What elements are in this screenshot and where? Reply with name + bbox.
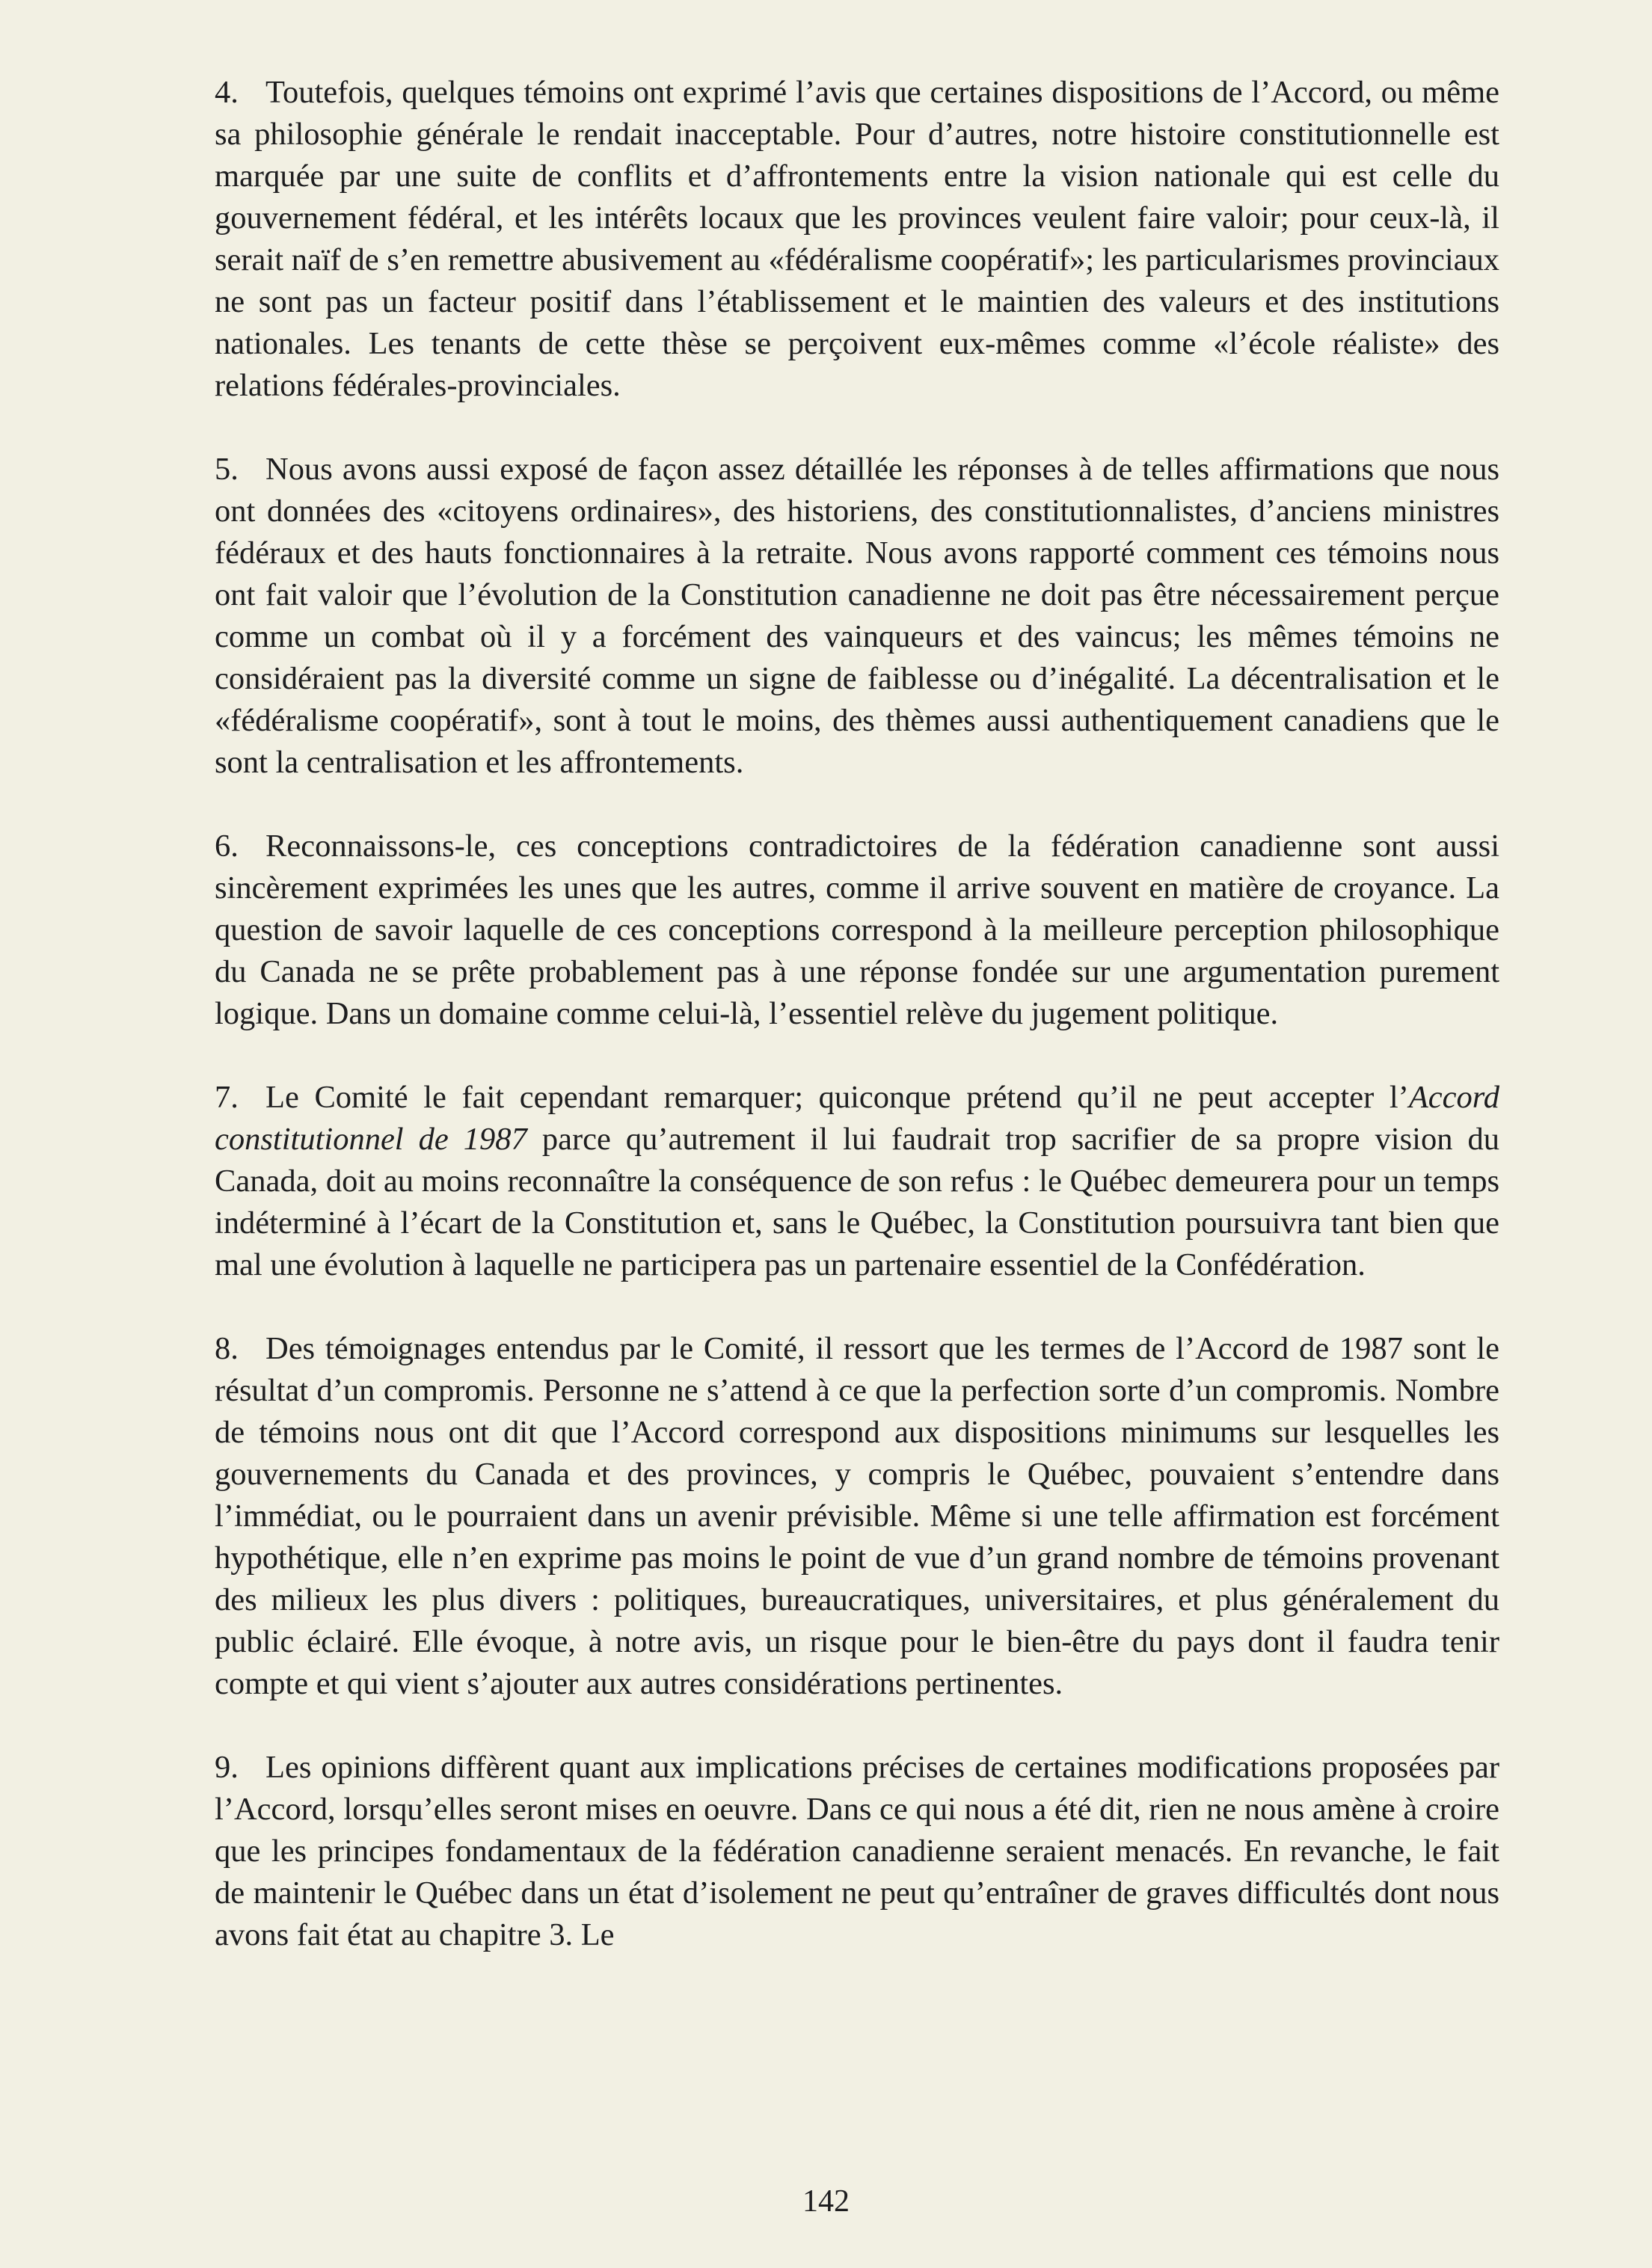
- paragraph-number: 8.: [215, 1331, 239, 1366]
- paragraph: [215, 826, 1499, 1035]
- paragraph-number: 5.: [215, 452, 239, 487]
- paragraph-text: Toutefois, quelques témoins ont exprimé l’avis que certaines dispositions de l’Accord, ou même sa philosophie générale le rendait inacceptable. Pour d’autres, notre histoire constitutionnelle est marquée par une suite de conflits et d’affrontements entre la vision nationale qui est celle du gouvernement fédéral, et les intérêts locaux que les provinces veulent faire valoir; pour ceux-là, il serait naïf de s’en remettre abusivement au «fédéralisme coopératif»; les particularismes provinciaux ne sont pas un facteur positif dans l’établissement et le maintien des valeurs et des institutions nationales. Les tenants de cette thèse se perçoivent eux-mêmes comme «l’école réaliste» des relations fédérales-provinciales.: [215, 75, 1499, 403]
- page-number: 142: [802, 2184, 850, 2219]
- italic-text: Accord constitutionnel de 1987: [215, 1080, 1499, 1157]
- paragraph: [215, 1747, 1499, 1956]
- paragraph-text: Reconnaissons-le, ces conceptions contradictoires de la fédération canadienne sont aussi sincèrement exprimées les unes que les autres, comme il arrive souvent en matière de croyance. La question de savoir laquelle de ces conceptions correspond à la meilleure perception philosophique du Canada ne se prête probablement pas à une réponse fondée sur une argumentation purement logique. Dans un domaine comme celui-là, l’essentiel relève du jugement politique.: [215, 829, 1499, 1031]
- paragraph-text: parce qu’autrement il lui faudrait trop sacrifier de sa propre vision du Canada, doit au moins reconnaître la conséquence de son refus : le Québec demeurera pour un temps indéterminé à l’écart de la Constitution et, sans le Québec, la Constitution poursuivra tant bien que mal une évolution à laquelle ne participera pas un partenaire essentiel de la Confédération.: [215, 1122, 1499, 1282]
- paragraph: [215, 72, 1499, 407]
- paragraph-number: 7.: [215, 1080, 239, 1115]
- body-text: [215, 72, 1499, 1998]
- paragraph-text: Les opinions diffèrent quant aux implications précises de certaines modifications proposées par l’Accord, lorsqu’elles seront mises en oeuvre. Dans ce qui nous a été dit, rien ne nous amène à croire que les principes fondamentaux de la fédération canadienne seraient menacés. En revanche, le fait de maintenir le Québec dans un état d’isolement ne peut qu’entraîner de graves difficultés dont nous avons fait état au chapitre 3. Le: [215, 1750, 1499, 1952]
- paragraph-text: Le Comité le fait cependant remarquer; quiconque prétend qu’il ne peut accepter l’: [265, 1080, 1409, 1115]
- paragraph-text: Des témoignages entendus par le Comité, il ressort que les termes de l’Accord de 1987 sont le résultat d’un compromis. Personne ne s’attend à ce que la perfection sorte d’un compromis. Nombre de témoins nous ont dit que l’Accord correspond aux dispositions minimums sur lesquelles les gouvernements du Canada et des provinces, y compris le Québec, pouvaient s’entendre dans l’immédiat, ou le pourraient dans un avenir prévisible. Même si une telle affirmation est forcément hypothétique, elle n’en exprime pas moins le point de vue d’un grand nombre de témoins provenant des milieux les plus divers : politiques, bureaucratiques, universitaires, et plus généralement du public éclairé. Elle évoque, à notre avis, un risque pour le bien-être du pays dont il faudra tenir compte et qui vient s’ajouter aux autres considérations pertinentes.: [215, 1331, 1499, 1701]
- paragraph-number: 4.: [215, 75, 239, 110]
- paragraph-number: 6.: [215, 829, 239, 864]
- paragraph: [215, 1077, 1499, 1286]
- paragraph: [215, 449, 1499, 784]
- paragraph: [215, 1328, 1499, 1705]
- paragraph-text: Nous avons aussi exposé de façon assez détaillée les réponses à de telles affirmations que nous ont données des «citoyens ordinaires», des historiens, des constitutionnalistes, d’anciens ministres fédéraux et des hauts fonctionnaires à la retraite. Nous avons rapporté comment ces témoins nous ont fait valoir que l’évolution de la Constitution canadienne ne doit pas être nécessairement perçue comme un combat où il y a forcément des vainqueurs et des vaincus; les mêmes témoins ne considéraient pas la diversité comme un signe de faiblesse ou d’inégalité. La décentralisation et le «fédéralisme coopératif», sont à tout le moins, des thèmes aussi authentiquement canadiens que le sont la centralisation et les affrontements.: [215, 452, 1499, 780]
- paragraph-number: 9.: [215, 1750, 239, 1785]
